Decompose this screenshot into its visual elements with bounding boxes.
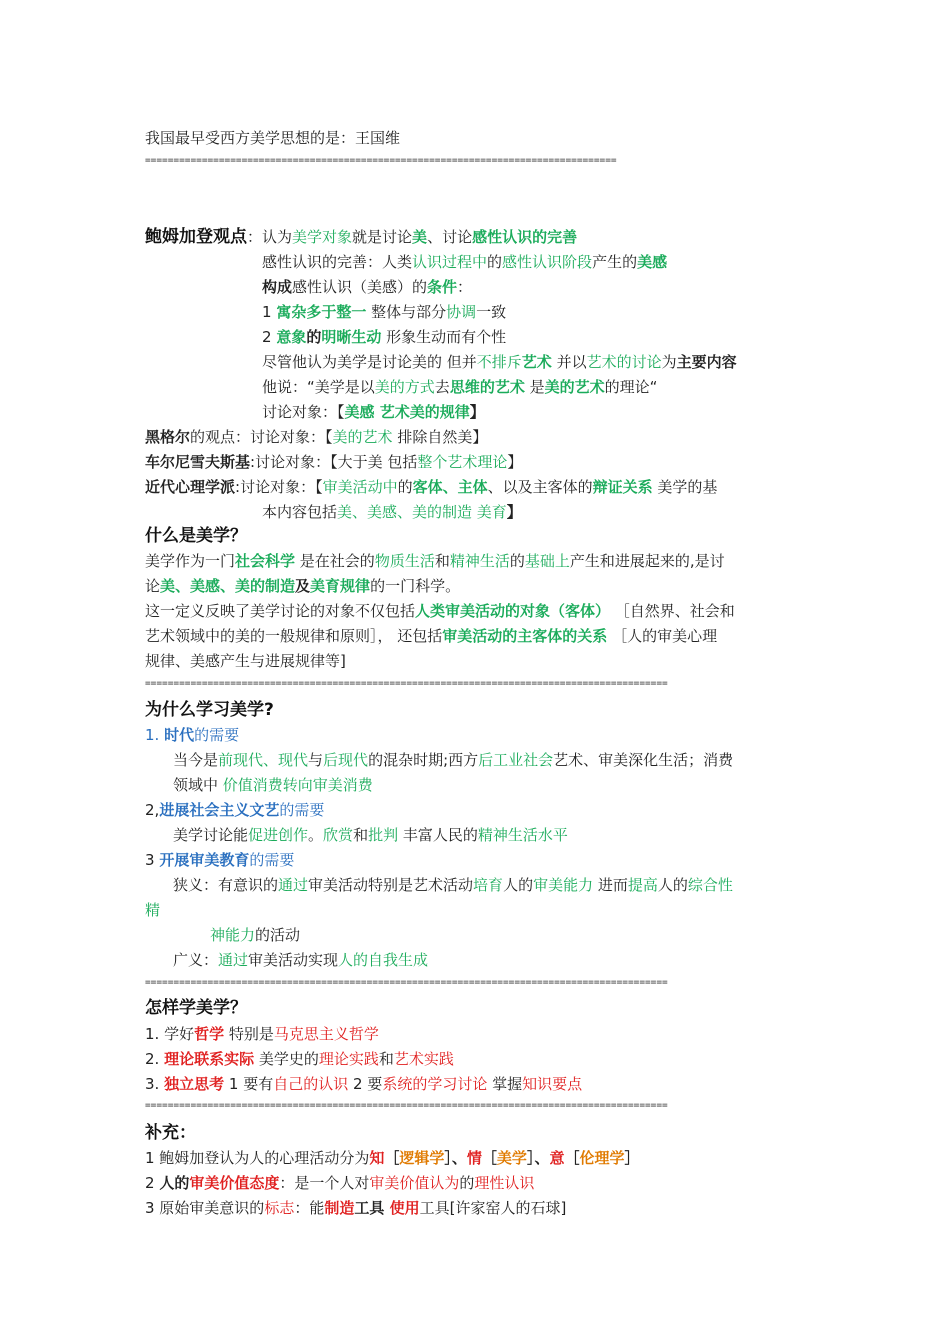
- why-item-3: 3 开展审美教育的需要: [145, 851, 295, 869]
- why-item-2-line-a: 美学讨论能促进创作。欣赏和批判 丰富人民的精神生活水平: [173, 826, 568, 844]
- why-item-3-line-d: 广义：通过审美活动实现人的自我生成: [173, 951, 429, 969]
- separator: ============================================================================================: [145, 678, 668, 689]
- how-title: 怎样学美学？: [145, 998, 247, 1018]
- modern-line-2: 本内容包括美、美感、美的制造 美育】: [262, 503, 522, 521]
- chernyshevsky-line: 车尔尼雪夫斯基:讨论对象：【大于美 包括整个艺术理论】: [145, 453, 523, 471]
- why-item-1-line-a: 当今是前现代、现代与后现代的混杂时期;西方后工业社会艺术、审美深化生活；消费: [173, 751, 734, 769]
- what-line-3: 这一定义反映了美学讨论的对象不仅包括人类审美活动的对象（客体） ［自然界、社会和: [145, 602, 735, 620]
- intro-line: 我国最早受西方美学思想的是：王国维: [145, 129, 401, 147]
- supplement-item-1: 1 鲍姆加登认为人的心理活动分为知［逻辑学］、情［美学］、意［伦理学］: [145, 1149, 640, 1167]
- why-item-1-line-b: 领域中 价值消费转向审美消费: [173, 776, 373, 794]
- modern-line-1: 近代心理学派:讨论对象：【审美活动中的客体、主体、以及主客体的辩证关系 美学的基: [145, 478, 718, 496]
- baumgarten-line-3: 构成感性认识（美感）的条件：: [262, 278, 473, 296]
- baumgarten-line-7: 他说：“美学是以美的方式去思维的艺术 是美的艺术的理论“: [262, 378, 658, 396]
- baumgarten-line-4: 1 寓杂多于整一 整体与部分协调一致: [262, 303, 507, 321]
- why-title: 为什么学习美学?: [145, 700, 274, 720]
- what-line-1: 美学作为一门社会科学 是在社会的物质生活和精神生活的基础上产生和进展起来的,是讨: [145, 552, 725, 570]
- why-item-3-line-a: 狭义：有意识的通过审美活动特别是艺术活动培育人的审美能力 进而提高人的综合性: [173, 876, 733, 894]
- baumgarten-line-2: 感性认识的完善：人类认识过程中的感性认识阶段产生的美感: [262, 253, 668, 271]
- what-line-4: 艺术领域中的美的一般规律和原则］， 还包括审美活动的主客体的关系 ［人的审美心理: [145, 627, 718, 645]
- baumgarten-line-1: 鲍姆加登观点：认为美学对象就是讨论美、讨论感性认识的完善: [145, 227, 578, 247]
- what-line-2: 论美、美感、美的制造及美育规律的一门科学。: [145, 577, 461, 595]
- how-item-1: 1. 学好哲学 特别是马克思主义哲学: [145, 1025, 379, 1043]
- baumgarten-line-5: 2 意象的明晰生动 形象生动而有个性: [262, 328, 507, 346]
- what-title: 什么是美学？: [145, 526, 247, 546]
- why-item-3-line-c: 神能力的活动: [210, 926, 301, 944]
- why-item-3-line-b: 精: [145, 901, 161, 919]
- why-item-2: 2,进展社会主义文艺的需要: [145, 801, 325, 819]
- why-item-1: 1. 时代的需要: [145, 726, 240, 744]
- separator: ============================================================================================: [145, 1100, 668, 1111]
- what-line-5: 规律、美感产生与进展规律等]: [145, 652, 346, 670]
- hegel-line: 黑格尔的观点：讨论对象：【美的艺术 排除自然美】: [145, 428, 488, 446]
- separator: ===================================================================================: [145, 155, 617, 166]
- supplement-item-2: 2 人的审美价值态度：是一个人对审美价值认为的理性认识: [145, 1174, 535, 1192]
- separator: ============================================================================================: [145, 977, 668, 988]
- how-item-3: 3. 独立思考 1 要有自己的认识 2 要系统的学习讨论 掌握知识要点: [145, 1075, 583, 1093]
- supplement-title: 补充：: [145, 1123, 196, 1143]
- how-item-2: 2. 理论联系实际 美学史的理论实践和艺术实践: [145, 1050, 454, 1068]
- baumgarten-line-6: 尽管他认为美学是讨论美的 但并不排斥艺术 并以艺术的讨论为主要内容: [262, 353, 737, 371]
- baumgarten-line-8: 讨论对象：【美感 艺术美的规律】: [262, 403, 485, 421]
- supplement-item-3: 3 原始审美意识的标志：能制造工具 使用工具[许家窑人的石球]: [145, 1199, 567, 1217]
